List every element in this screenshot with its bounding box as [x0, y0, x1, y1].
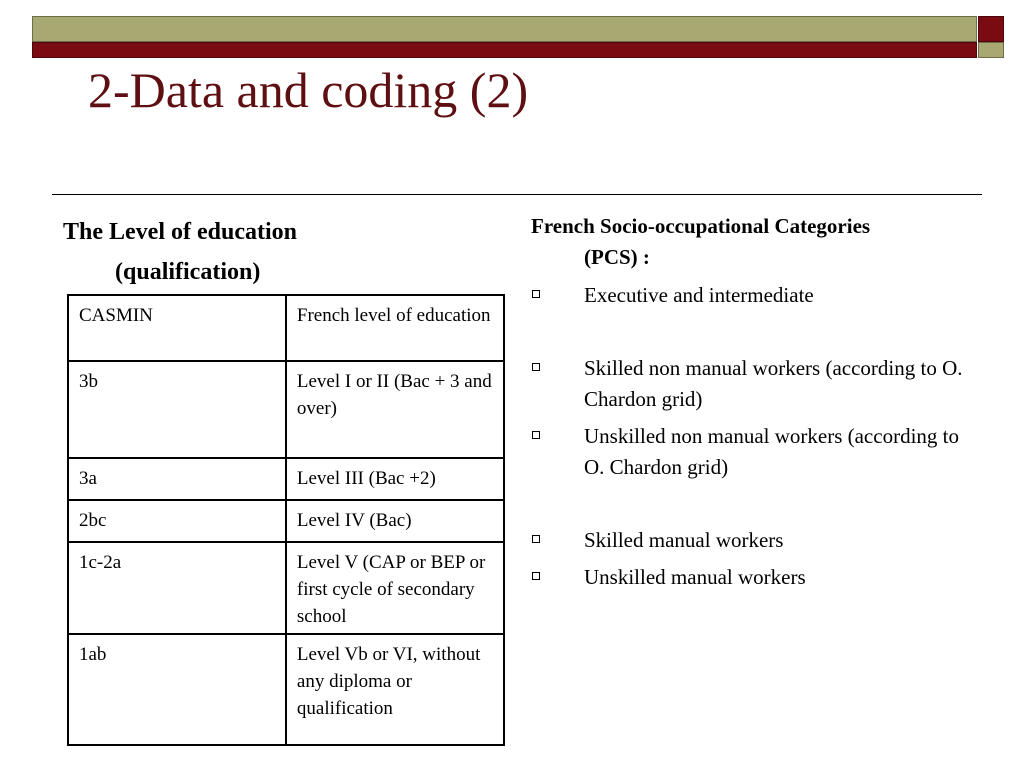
pcs-heading-line2: (PCS) :	[584, 245, 650, 269]
square-bullet-icon	[532, 431, 540, 439]
list-item-text: Skilled manual workers	[584, 528, 784, 552]
education-heading	[63, 212, 503, 292]
list-item-text: Unskilled non manual workers (according to O. Chardon grid)	[584, 424, 959, 479]
table-cell-french-level: Level IV (Bac)	[286, 500, 504, 542]
table-header-french-level: French level of education	[286, 295, 504, 361]
table-cell-casmin: 3b	[68, 361, 286, 458]
square-bullet-icon	[532, 290, 540, 298]
list-item-text: Skilled non manual workers (according to O. Chardon grid)	[584, 356, 963, 411]
education-table	[67, 294, 505, 746]
header-bar-olive	[32, 16, 977, 42]
header-square-olive	[978, 42, 1004, 58]
square-bullet-icon	[532, 535, 540, 543]
table-header-row	[68, 295, 504, 361]
table-cell-french-level: Level V (CAP or BEP or first cycle of secondary school	[286, 542, 504, 634]
table-cell-french-level: Level Vb or VI, without any diploma or qualification	[286, 634, 504, 745]
table-header-casmin: CASMIN	[68, 295, 286, 361]
header-square-maroon	[978, 16, 1004, 42]
list-item-text: Executive and intermediate	[584, 283, 814, 307]
table-cell-french-level: Level III (Bac +2)	[286, 458, 504, 500]
pcs-heading-line1: French Socio-occupational Categories	[531, 214, 871, 238]
table-cell-casmin: 3a	[68, 458, 286, 500]
pcs-heading	[531, 211, 971, 273]
table-row	[68, 458, 504, 500]
table-row	[68, 634, 504, 745]
education-heading-line1: The Level of education	[63, 219, 297, 245]
square-bullet-icon	[532, 572, 540, 580]
table-row	[68, 500, 504, 542]
table-row	[68, 542, 504, 634]
table-row	[68, 361, 504, 458]
square-bullet-icon	[532, 363, 540, 371]
table-cell-casmin: 2bc	[68, 500, 286, 542]
slide-title: 2-Data and coding (2)	[88, 62, 529, 118]
education-heading-line2: (qualification)	[115, 259, 261, 285]
list-item-text: Unskilled manual workers	[584, 565, 806, 589]
table-cell-french-level: Level I or II (Bac + 3 and over)	[286, 361, 504, 458]
title-divider	[52, 194, 982, 195]
table-cell-casmin: 1ab	[68, 634, 286, 745]
table-cell-casmin: 1c-2a	[68, 542, 286, 634]
header-bar-maroon	[32, 42, 977, 58]
